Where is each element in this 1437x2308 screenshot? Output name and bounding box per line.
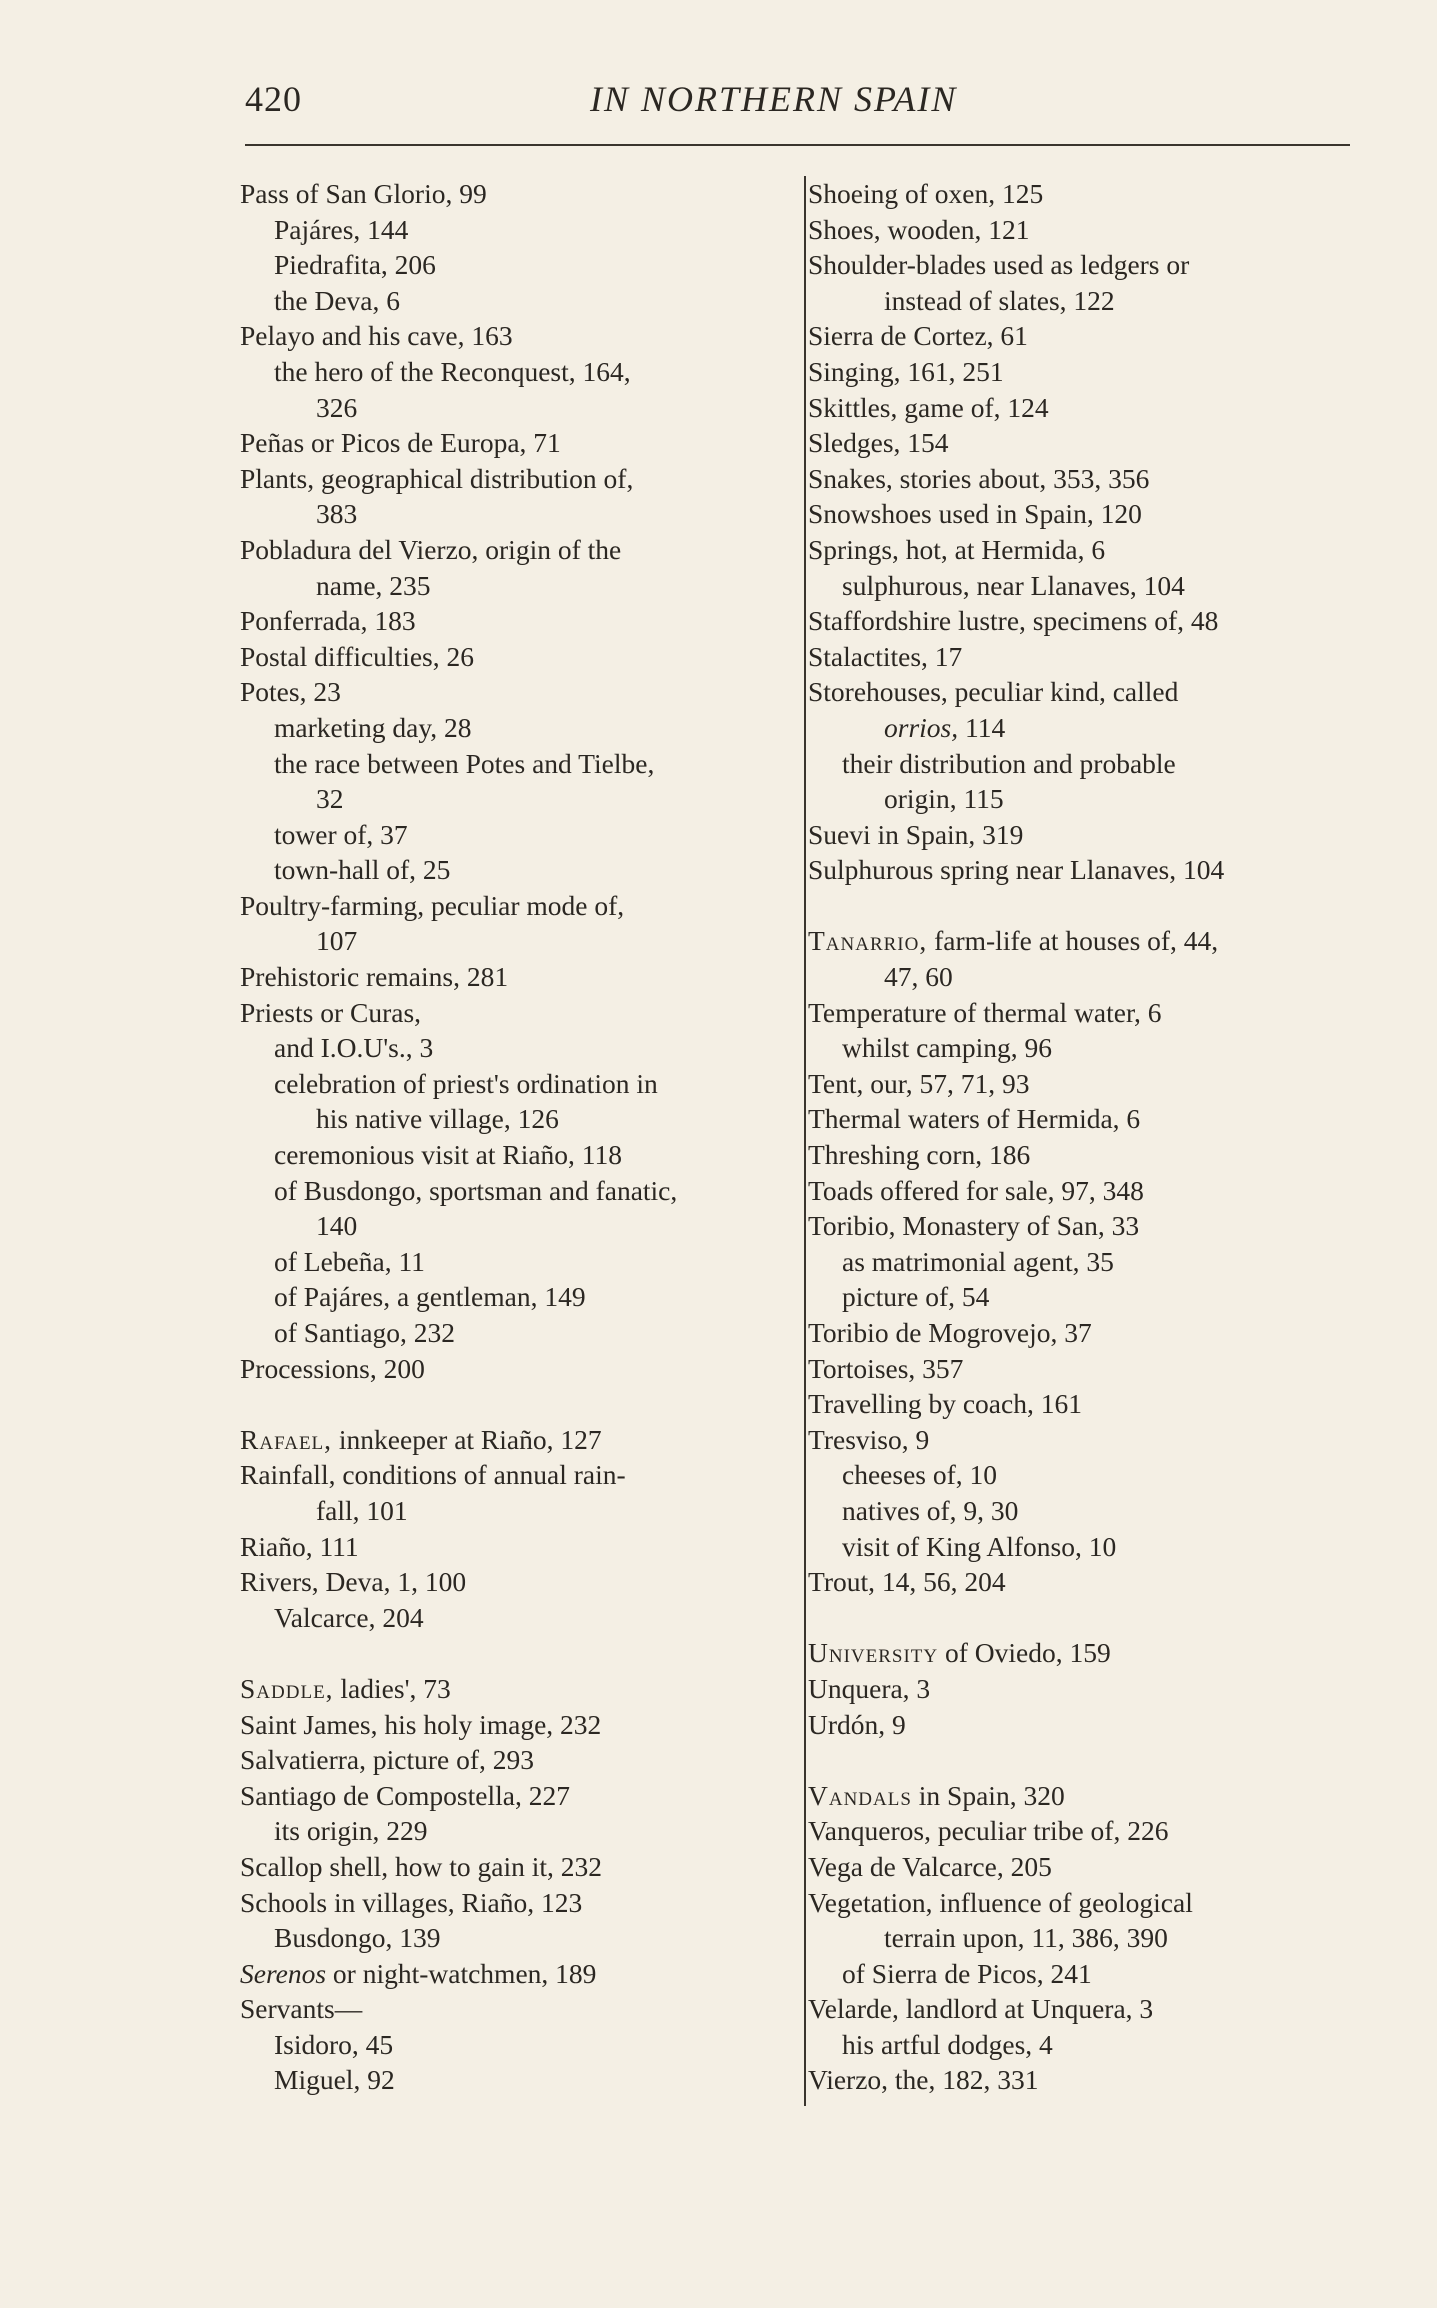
entry-text: Threshing corn, 186 — [808, 1139, 1031, 1171]
entry-text: Sulphurous spring near Llanaves, 104 — [808, 854, 1225, 886]
entry-text: Ponferrada, 183 — [240, 605, 416, 637]
index-entry — [808, 1244, 1363, 1280]
entry-text: Temperature of thermal water, 6 — [808, 996, 1162, 1028]
index-entry — [808, 710, 1363, 746]
entry-text: Tortoises, 357 — [808, 1352, 964, 1384]
entry-text: Singing, 161, 251 — [808, 355, 1004, 387]
entry-text: Processions, 200 — [240, 1352, 425, 1384]
index-entry — [240, 532, 785, 568]
index-entry — [240, 852, 785, 888]
entry-text: marketing day, 28 — [274, 711, 472, 743]
index-entry — [808, 176, 1363, 212]
entry-text: his native village, 126 — [316, 1103, 559, 1135]
index-entry — [240, 710, 785, 746]
index-entry — [808, 1137, 1363, 1173]
entry-text: Sierra de Cortez, 61 — [808, 320, 1028, 352]
entry-text: tower of, 37 — [274, 818, 408, 850]
entry-italic-word: Serenos — [240, 1957, 327, 1989]
entry-text: Toribio de Mogrovejo, 37 — [808, 1317, 1092, 1348]
index-entry — [240, 1564, 785, 1600]
index-entry — [808, 1030, 1363, 1066]
index-entry — [240, 496, 785, 532]
entry-text: celebration of priest's ordination in — [274, 1067, 658, 1099]
entry-text: Priests or Curas, — [240, 996, 422, 1028]
entry-text: instead of slates, 122 — [884, 284, 1115, 316]
index-entry — [808, 247, 1363, 283]
entry-text: Miguel, 92 — [274, 2064, 395, 2096]
entry-text: ceremonious visit at Riaño, 118 — [274, 1139, 623, 1171]
index-entry — [808, 2062, 1363, 2098]
index-entry — [808, 390, 1363, 426]
entry-text: 107 — [316, 925, 358, 957]
index-entry — [808, 1279, 1363, 1315]
entry-text: Tent, our, 57, 71, 93 — [808, 1067, 1030, 1099]
index-entry — [240, 1244, 785, 1280]
entry-lead-word: Tanarrio, — [808, 925, 928, 957]
index-entry — [240, 1137, 785, 1173]
entry-text: natives of, 9, 30 — [842, 1494, 1019, 1526]
entry-text: sulphurous, near Llanaves, 104 — [842, 569, 1185, 601]
section-gap — [240, 1635, 785, 1671]
entry-text: Vierzo, the, 182, 331 — [808, 2064, 1039, 2096]
entry-text: Storehouses, peculiar kind, called — [808, 676, 1179, 708]
index-entry — [808, 1493, 1363, 1529]
entry-text: Vega de Valcarce, 205 — [808, 1850, 1052, 1882]
entry-text: Valcarce, 204 — [274, 1601, 424, 1633]
entry-text: Shoeing of oxen, 125 — [808, 178, 1044, 209]
entry-text: fall, 101 — [316, 1494, 408, 1526]
entry-text: town-hall of, 25 — [274, 854, 451, 886]
entry-text: whilst camping, 96 — [842, 1032, 1053, 1064]
entry-text: Sledges, 154 — [808, 427, 949, 459]
entry-text: Vegetation, influence of geological — [808, 1886, 1193, 1918]
index-column-right — [808, 176, 1363, 2098]
entry-text: of Pajáres, a gentleman, 149 — [274, 1281, 586, 1313]
entry-text: Stalactites, 17 — [808, 640, 963, 672]
entry-text: Plants, geographical distribution of, — [240, 462, 634, 494]
index-entry — [240, 1671, 785, 1707]
entry-text: Travelling by coach, 161 — [808, 1388, 1082, 1420]
index-entry — [240, 354, 785, 390]
index-entry — [240, 1493, 785, 1529]
index-entry — [240, 639, 785, 675]
entry-text: Snowshoes used in Spain, 120 — [808, 498, 1142, 530]
entry-text: of Santiago, 232 — [274, 1317, 456, 1348]
section-gap — [240, 1386, 785, 1422]
index-entry — [808, 318, 1363, 354]
entry-text: Pelayo and his cave, 163 — [240, 320, 513, 352]
entry-text: 140 — [316, 1210, 358, 1242]
index-entry — [808, 283, 1363, 319]
index-entry — [240, 1849, 785, 1885]
entry-text: 383 — [316, 498, 358, 530]
index-entry — [808, 2027, 1363, 2063]
entry-text: Skittles, game of, 124 — [808, 391, 1049, 423]
entry-text: Servants— — [240, 1993, 363, 2025]
entry-text: Tresviso, 9 — [808, 1423, 930, 1455]
entry-text: Riaño, 111 — [240, 1530, 359, 1562]
entry-text: terrain upon, 11, 386, 390 — [884, 1922, 1168, 1954]
index-entry — [808, 1849, 1363, 1885]
entry-text: name, 235 — [316, 569, 431, 601]
index-entry — [240, 318, 785, 354]
index-entry — [240, 390, 785, 426]
index-entry — [808, 1635, 1363, 1671]
index-entry — [808, 1956, 1363, 1992]
index-entry — [808, 1422, 1363, 1458]
section-gap — [808, 1600, 1363, 1636]
index-entry — [240, 1991, 785, 2027]
entry-text: the race between Potes and Tielbe, — [274, 747, 655, 779]
running-head: IN NORTHERN SPAIN — [590, 79, 958, 119]
index-entry — [808, 568, 1363, 604]
index-entry — [808, 817, 1363, 853]
index-entry — [240, 1457, 785, 1493]
entry-text: Shoes, wooden, 121 — [808, 213, 1030, 245]
section-gap — [808, 888, 1363, 924]
index-entry — [240, 461, 785, 497]
index-entry — [240, 2027, 785, 2063]
entry-text: Scallop shell, how to gain it, 232 — [240, 1850, 603, 1882]
index-entry — [240, 1600, 785, 1636]
index-entry — [240, 959, 785, 995]
entry-text: Rivers, Deva, 1, 100 — [240, 1566, 467, 1598]
index-entry — [808, 1671, 1363, 1707]
entry-text: the hero of the Reconquest, 164, — [274, 355, 631, 387]
entry-text: Schools in villages, Riaño, 123 — [240, 1886, 583, 1918]
index-entry — [808, 1885, 1363, 1921]
entry-text: its origin, 229 — [274, 1815, 428, 1847]
entry-text: Peñas or Picos de Europa, 71 — [240, 427, 561, 459]
index-entry — [808, 923, 1363, 959]
entry-text: Springs, hot, at Hermida, 6 — [808, 533, 1106, 565]
index-entry — [240, 781, 785, 817]
entry-italic-word: orrios, — [884, 711, 959, 743]
index-entry — [240, 425, 785, 461]
entry-text: Urdón, 9 — [808, 1708, 906, 1740]
index-entry — [240, 817, 785, 853]
index-entry — [808, 1991, 1363, 2027]
index-entry — [240, 1778, 785, 1814]
entry-text: Poultry-farming, peculiar mode of, — [240, 889, 625, 921]
index-entry — [808, 746, 1363, 782]
entry-text: ladies', 73 — [333, 1672, 451, 1704]
index-entry — [240, 1956, 785, 1992]
index-entry — [240, 1422, 785, 1458]
entry-text: Saint James, his holy image, 232 — [240, 1708, 602, 1740]
entry-text: Snakes, stories about, 353, 356 — [808, 462, 1150, 494]
index-entry — [808, 959, 1363, 995]
index-entry — [240, 1742, 785, 1778]
index-entry — [808, 425, 1363, 461]
index-entry — [240, 1529, 785, 1565]
index-entry — [808, 1208, 1363, 1244]
index-entry — [240, 1101, 785, 1137]
index-column-left — [240, 176, 785, 2098]
index-entry — [808, 1315, 1363, 1351]
entry-text: farm-life at houses of, 44, — [927, 925, 1219, 957]
entry-lead-word: Rafael, — [240, 1423, 333, 1455]
index-entry — [240, 674, 785, 710]
entry-text: Piedrafita, 206 — [274, 249, 436, 281]
entry-text: Pobladura del Vierzo, origin of the — [240, 533, 622, 565]
index-entry — [808, 212, 1363, 248]
index-entry — [808, 1066, 1363, 1102]
index-entry — [240, 247, 785, 283]
entry-text: or night-watchmen, 189 — [326, 1957, 597, 1989]
entry-text: and I.O.U's., 3 — [274, 1032, 434, 1064]
entry-text: Toads offered for sale, 97, 348 — [808, 1174, 1144, 1206]
index-entry — [808, 1529, 1363, 1565]
entry-text: in Spain, 320 — [911, 1779, 1065, 1811]
index-entry — [808, 1920, 1363, 1956]
entry-text: picture of, 54 — [842, 1281, 990, 1313]
entry-text: of Lebeña, 11 — [274, 1245, 425, 1277]
entry-text: the Deva, 6 — [274, 284, 400, 316]
index-entry — [240, 1173, 785, 1209]
index-entry — [240, 283, 785, 319]
entry-text: 32 — [316, 783, 344, 815]
page-number: 420 — [245, 79, 302, 119]
index-entry — [240, 568, 785, 604]
index-entry — [808, 781, 1363, 817]
entry-text: their distribution and probable — [842, 747, 1176, 779]
index-entry — [240, 1707, 785, 1743]
entry-text: Vanqueros, peculiar tribe of, 226 — [808, 1815, 1169, 1847]
entry-text: Rainfall, conditions of annual rain- — [240, 1459, 626, 1491]
section-gap — [808, 1742, 1363, 1778]
index-entry — [808, 639, 1363, 675]
index-entry — [808, 603, 1363, 639]
entry-text: cheeses of, 10 — [842, 1459, 998, 1491]
index-entry — [240, 1351, 785, 1387]
index-entry — [240, 1066, 785, 1102]
entry-text: Shoulder-blades used as ledgers or — [808, 249, 1190, 281]
index-entry — [808, 1386, 1363, 1422]
entry-text: origin, 115 — [884, 783, 1004, 815]
index-entry — [808, 1173, 1363, 1209]
entry-text: visit of King Alfonso, 10 — [842, 1530, 1117, 1562]
index-entry — [240, 923, 785, 959]
index-entry — [808, 1101, 1363, 1137]
entry-text: Postal difficulties, 26 — [240, 640, 474, 672]
entry-text: 47, 60 — [884, 961, 953, 993]
index-entry — [240, 1030, 785, 1066]
entry-text: Toribio, Monastery of San, 33 — [808, 1210, 1140, 1242]
index-entry — [808, 1564, 1363, 1600]
index-entry — [808, 674, 1363, 710]
entry-text: of Busdongo, sportsman and fanatic, — [274, 1174, 678, 1206]
index-entry — [240, 1920, 785, 1956]
index-entry — [808, 995, 1363, 1031]
entry-lead-word: Vandals — [808, 1779, 912, 1811]
entry-text: Trout, 14, 56, 204 — [808, 1566, 1006, 1598]
index-entry — [240, 888, 785, 924]
entry-text: of Oviedo, 159 — [938, 1637, 1111, 1669]
page-header — [245, 72, 1350, 122]
entry-text: innkeeper at Riaño, 127 — [332, 1423, 602, 1455]
index-entry — [240, 1315, 785, 1351]
header-rule — [245, 144, 1350, 146]
index-entry — [808, 354, 1363, 390]
index-entry — [808, 532, 1363, 568]
entry-text: his artful dodges, 4 — [842, 2028, 1053, 2060]
index-entry — [808, 496, 1363, 532]
index-entry — [240, 212, 785, 248]
index-entry — [808, 1351, 1363, 1387]
entry-text: Isidoro, 45 — [274, 2028, 394, 2060]
index-entry — [808, 1457, 1363, 1493]
index-entry — [240, 1813, 785, 1849]
index-entry — [240, 176, 785, 212]
index-entry — [240, 746, 785, 782]
entry-text: Prehistoric remains, 281 — [240, 961, 509, 993]
index-entry — [240, 603, 785, 639]
entry-text: Suevi in Spain, 319 — [808, 818, 1024, 850]
index-entry — [808, 1813, 1363, 1849]
index-entry — [808, 1707, 1363, 1743]
index-entry — [808, 461, 1363, 497]
entry-text: of Sierra de Picos, 241 — [842, 1957, 1092, 1989]
entry-text: Staffordshire lustre, specimens of, 48 — [808, 605, 1219, 637]
entry-text: Salvatierra, picture of, 293 — [240, 1744, 534, 1776]
entry-text: Potes, 23 — [240, 676, 341, 708]
index-entry — [808, 852, 1363, 888]
index-entry — [240, 995, 785, 1031]
entry-text: Thermal waters of Hermida, 6 — [808, 1103, 1141, 1135]
entry-text: Pass of San Glorio, 99 — [240, 178, 487, 209]
index-entry — [240, 2062, 785, 2098]
entry-text: Velarde, landlord at Unquera, 3 — [808, 1993, 1154, 2025]
entry-text: as matrimonial agent, 35 — [842, 1245, 1114, 1277]
index-entry — [808, 1778, 1363, 1814]
index-entry — [240, 1279, 785, 1315]
entry-text: Santiago de Compostella, 227 — [240, 1779, 570, 1811]
entry-text: Unquera, 3 — [808, 1672, 931, 1704]
index-entry — [240, 1885, 785, 1921]
entry-text: 326 — [316, 391, 358, 423]
index-entry — [240, 1208, 785, 1244]
entry-text: Busdongo, 139 — [274, 1922, 441, 1954]
column-divider — [804, 176, 806, 2106]
entry-lead-word: Saddle, — [240, 1672, 334, 1704]
entry-lead-word: University — [808, 1637, 939, 1669]
entry-text: Pajáres, 144 — [274, 213, 409, 245]
entry-text: 114 — [958, 711, 1006, 743]
